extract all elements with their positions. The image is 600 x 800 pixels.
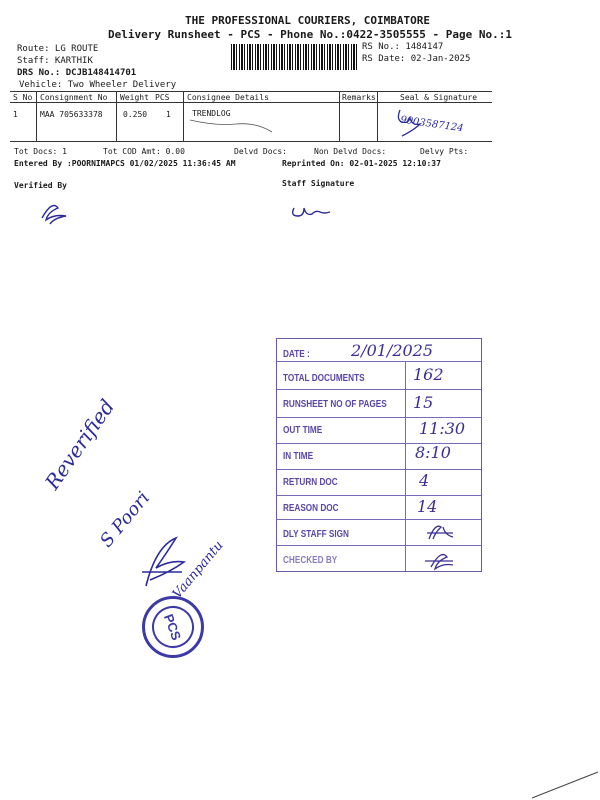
- consignee-scribble: [186, 116, 276, 136]
- col-header-remarks: Remarks: [342, 93, 376, 102]
- stamp-row-divider: [277, 519, 481, 520]
- row-weight: 0.250: [123, 110, 148, 119]
- stamp-row-divider: [277, 495, 481, 496]
- non-delvd-docs: Non Delvd Docs:: [314, 147, 387, 156]
- signature-phone: 9003587124: [399, 114, 465, 135]
- stamp-value-return-doc: 4: [419, 471, 430, 490]
- stamp-label-return-doc: RETURN DOC: [283, 477, 338, 488]
- row-pcs: 1: [166, 110, 171, 119]
- runsheet-subtitle: Delivery Runsheet - PCS - Phone No.:0422-3505555 - Page No.:1: [108, 28, 512, 41]
- col-header-pcs: PCS: [155, 93, 170, 102]
- stamp-value-date: 2/01/2025: [351, 341, 434, 360]
- row-consignment: MAA 705633378: [40, 110, 103, 119]
- barcode: [231, 44, 357, 70]
- stamp-value-total-documents: 162: [413, 365, 444, 384]
- staff-label: Staff: KARTHIK: [17, 56, 93, 66]
- table-col-divider: [339, 91, 340, 141]
- stamp-value-pages: 15: [413, 393, 434, 412]
- delvd-docs: Delvd Docs:: [234, 147, 287, 156]
- table-top-border: [10, 91, 492, 92]
- table-col-divider: [377, 91, 378, 141]
- stamp-label-in-time: IN TIME: [283, 451, 314, 462]
- rs-number: RS No.: 1484147: [362, 42, 444, 52]
- row-sno: 1: [13, 110, 18, 119]
- col-header-weight: Weight: [120, 93, 149, 102]
- stamp-row-divider: [277, 361, 481, 362]
- route-label: Route: LG ROUTE: [17, 44, 99, 54]
- staff-signature-label: Staff Signature: [282, 179, 355, 188]
- stamp-row-divider: [277, 545, 481, 546]
- stamp-label-reason-doc: REASON DOC: [283, 503, 339, 514]
- stamp-row-divider: [277, 417, 481, 418]
- row-consignee: TRENDLOG: [192, 109, 231, 118]
- stamp-column-divider: [405, 361, 406, 571]
- verified-by-label: Verified By: [14, 181, 67, 190]
- stamp-value-out-time: 11:30: [419, 419, 466, 438]
- stamp-value-reason-doc: 14: [417, 497, 438, 516]
- stamp-value-in-time: 8:10: [415, 443, 451, 462]
- pcs-seal-text: PCS: [146, 600, 200, 654]
- stamp-label-checked-by: CHECKED BY: [283, 555, 338, 566]
- stamp-label-date: DATE :: [283, 349, 310, 360]
- table-bottom-border: [10, 141, 492, 142]
- entered-by: Entered By :POORNIMAPCS 01/02/2025 11:36:45 AM: [14, 159, 236, 168]
- table-header-border: [10, 102, 492, 103]
- col-header-consignment: Consignment No: [40, 93, 108, 102]
- pcs-seal-icon: [142, 596, 204, 658]
- tot-cod: Tot COD Amt: 0.00: [103, 147, 185, 156]
- col-header-seal: Seal & Signature: [400, 93, 478, 102]
- col-header-consignee: Consignee Details: [187, 93, 269, 102]
- delvy-pts: Delvy Pts:: [420, 147, 469, 156]
- stamp-label-staff-sign: DLY STAFF SIGN: [283, 529, 349, 540]
- tot-docs: Tot Docs: 1: [14, 147, 67, 156]
- vehicle-label: Vehicle: Two Wheeler Delivery: [19, 80, 177, 90]
- stamp-label-pages: RUNSHEET NO OF PAGES: [283, 399, 387, 410]
- delivery-stamp: [276, 338, 482, 572]
- verifier-signature: [36, 196, 76, 228]
- drs-number: DRS No.: DCJB148414701: [17, 68, 137, 78]
- stamp-checked-signature: [423, 547, 463, 571]
- scan-edge-line: [530, 770, 600, 800]
- rs-date: RS Date: 02-Jan-2025: [362, 54, 471, 64]
- handwritten-side-name: Vaanpantu: [170, 538, 227, 602]
- handwritten-note-line2: S Poori: [96, 487, 155, 552]
- stamp-label-out-time: OUT TIME: [283, 425, 323, 436]
- table-col-divider: [183, 91, 184, 141]
- handwritten-note-line1: Reverified: [40, 394, 120, 494]
- staff-signature: [288, 198, 338, 220]
- stamp-staff-signature: [423, 521, 463, 543]
- stamp-row-divider: [277, 389, 481, 390]
- table-col-divider: [36, 91, 37, 141]
- stamp-row-divider: [277, 469, 481, 470]
- company-name: THE PROFESSIONAL COURIERS, COIMBATORE: [185, 14, 431, 27]
- table-col-divider: [116, 91, 117, 141]
- stamp-label-total-documents: TOTAL DOCUMENTS: [283, 373, 365, 384]
- reprinted-on: Reprinted On: 02-01-2025 12:10:37: [282, 159, 441, 168]
- col-header-sno: S No: [13, 93, 33, 102]
